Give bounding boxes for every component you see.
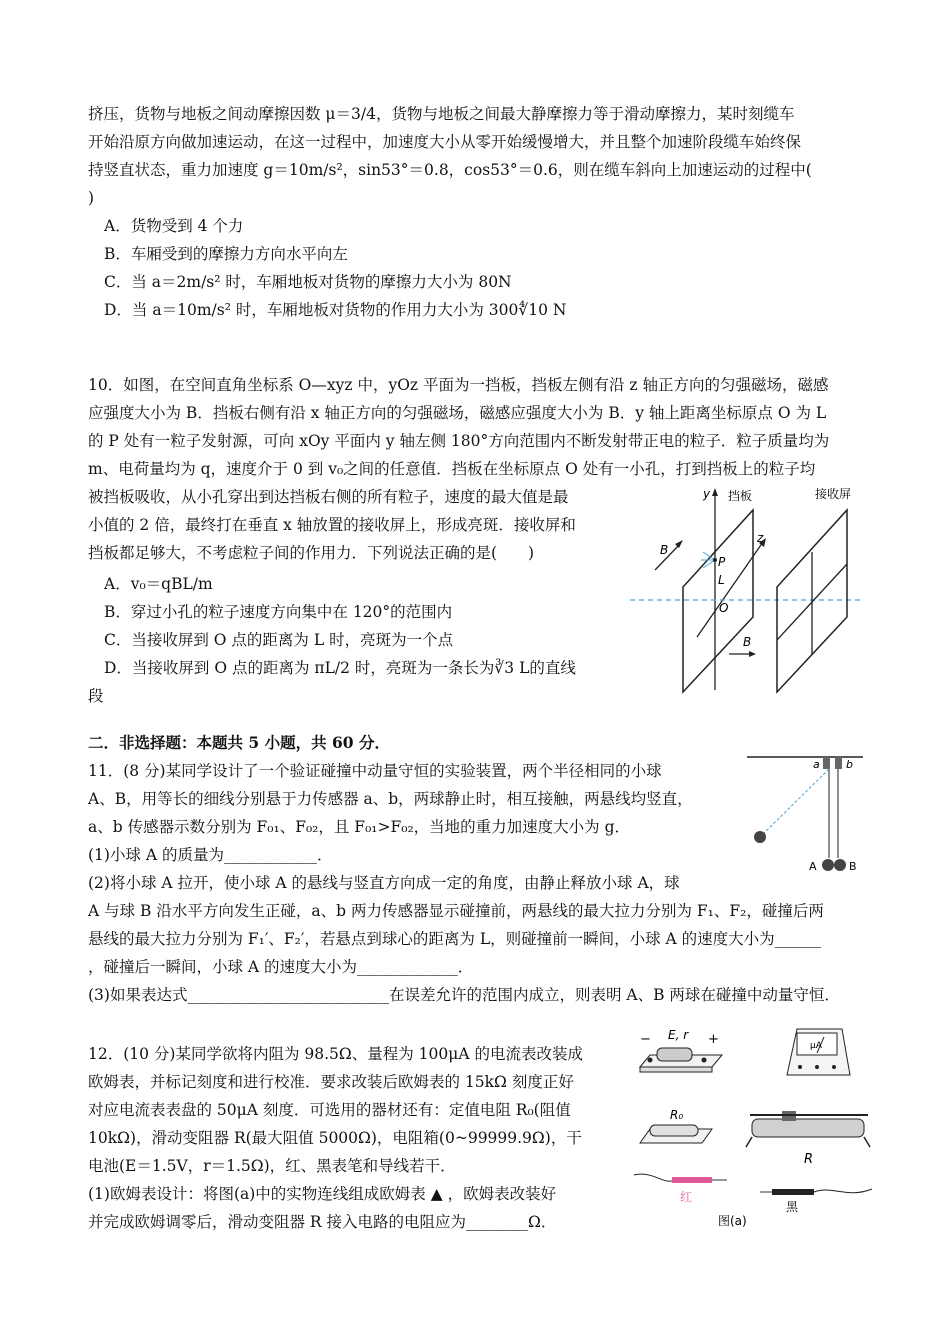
b-right-arrowhead bbox=[749, 651, 756, 657]
rheostat bbox=[746, 1111, 870, 1147]
q10-line-2: 应强度大小为 B．挡板右侧有沿 x 轴正方向的匀强磁场，磁感应强度大小为 B．y 轴上距离坐标原点 O 为 L bbox=[88, 404, 827, 422]
figure-caption: 图(a) bbox=[718, 1214, 747, 1228]
q9-option-a: A．货物受到 4 个力 bbox=[104, 217, 244, 235]
ball-raised bbox=[754, 831, 766, 843]
q11-line-9: (3)如果表达式__________________________在误差允许的范围内成立，则表明 A、B 两球在碰撞中动量守恒． bbox=[88, 986, 840, 1004]
battery-plus: + bbox=[708, 1032, 719, 1047]
z-label: z bbox=[757, 531, 764, 545]
red-label: 红 bbox=[680, 1190, 693, 1204]
B-label: B bbox=[849, 860, 857, 873]
q10-option-a: A．v₀＝qBL/m bbox=[104, 575, 213, 593]
sensor-b bbox=[835, 757, 842, 769]
q11-line-8: ，碰撞后一瞬间，小球 A 的速度大小为_____________． bbox=[88, 958, 474, 976]
q10-line-7: 挡板都足够大，不考虑粒子间的作用力．下列说法正确的是( ) bbox=[88, 544, 535, 562]
r0-label: R₀ bbox=[670, 1108, 684, 1122]
y-axis-arrow bbox=[712, 488, 718, 496]
b-left-label: B bbox=[660, 543, 669, 557]
q11-line-3: a、b 传感器示数分别为 F₀₁、F₀₂，且 F₀₁>F₀₂，当地的重力加速度大小为 g． bbox=[88, 818, 631, 836]
q12-line-6: (1)欧姆表设计：将图(a)中的实物连线组成欧姆表 ▲ ，欧姆表改装好 bbox=[88, 1185, 557, 1203]
ball-b bbox=[834, 859, 846, 871]
baffle-plane bbox=[683, 510, 753, 692]
ball-a bbox=[822, 859, 834, 871]
q11-line-4: (1)小球 A 的质量为____________． bbox=[88, 846, 333, 864]
screen-label: 接收屏 bbox=[815, 487, 852, 501]
q10-option-b: B．穿过小孔的粒子速度方向集中在 120°的范围内 bbox=[104, 603, 453, 621]
sensor-a bbox=[823, 757, 830, 769]
a-label: a bbox=[813, 758, 820, 771]
y-label: y bbox=[703, 487, 711, 501]
q11-line-6: A 与球 B 沿水平方向发生正碰，a、b 两力传感器显示碰撞前，两悬线的最大拉力分别为 F₁、F₂，碰撞后两 bbox=[88, 902, 824, 920]
o-label: O bbox=[719, 601, 729, 615]
baffle-label: 挡板 bbox=[728, 489, 753, 503]
r-label: R bbox=[804, 1152, 814, 1167]
A-label: A bbox=[809, 860, 817, 873]
b-left-arrowhead bbox=[675, 540, 683, 548]
q10-figure bbox=[625, 482, 865, 702]
p-label: P bbox=[718, 555, 726, 569]
fixed-resistor bbox=[640, 1125, 712, 1143]
meter-label: μA bbox=[810, 1041, 822, 1051]
microammeter bbox=[787, 1029, 850, 1075]
q12-line-4: 10kΩ)，滑动变阻器 R(最大阻值 5000Ω)，电阻箱(0~99999.9Ω)，干 bbox=[88, 1129, 582, 1147]
q10-line-5: 被挡板吸收，从小孔穿出到达挡板右侧的所有粒子，速度的最大值是最 bbox=[88, 488, 569, 506]
q10-option-d-cont: 段 bbox=[88, 687, 104, 705]
q11-line-2: A、B，用等长的细线分别悬于力传感器 a、b，两球静止时，相互接触，两悬线均竖直， bbox=[88, 790, 693, 808]
q10-line-3: 的 P 处有一粒子发射源，可向 xOy 平面内 y 轴左侧 180°方向范围内不断发射带正电的粒子．粒子质量均为 bbox=[88, 432, 830, 450]
q11-line-1: 11．(8 分)某同学设计了一个验证碰撞中动量守恒的实验装置，两个半径相同的小球 bbox=[88, 762, 662, 780]
q11-line-7: 悬线的最大拉力分别为 F₁′、F₂′，若悬点到球心的距离为 L，则碰撞前一瞬间，小球 A 的速度大小为______ bbox=[88, 930, 822, 948]
q9-option-c: C．当 a＝2m/s² 时，车厢地板对货物的摩擦力大小为 80N bbox=[104, 273, 512, 291]
l-label: L bbox=[718, 573, 725, 587]
q10-line-6: 小值的 2 倍，最终打在垂直 x 轴放置的接收屏上，形成亮斑．接收屏和 bbox=[88, 516, 576, 534]
q12-line-7: 并完成欧姆调零后，滑动变阻器 R 接入电路的电阻应为________Ω． bbox=[88, 1213, 557, 1231]
q12-line-5: 电池(E＝1.5V，r＝1.5Ω)，红、黑表笔和导线若干． bbox=[88, 1157, 456, 1175]
red-probe bbox=[634, 1174, 727, 1183]
q12-line-1: 12．(10 分)某同学欲将内阻为 98.5Ω、量程为 100μA 的电流表改装成 bbox=[88, 1045, 583, 1063]
battery bbox=[640, 1048, 722, 1072]
section-2-title: 二．非选择题：本题共 5 小题，共 60 分． bbox=[88, 733, 390, 752]
p-point bbox=[713, 558, 717, 562]
q9-option-d: D．当 a＝10m/s² 时，车厢地板对货物的作用力大小为 300∜10 N bbox=[104, 301, 567, 319]
q10-option-d: D．当接收屏到 O 点的距离为 πL/2 时，亮斑为一条长为∛3 L的直线 bbox=[104, 659, 576, 677]
q10-line-1: 10．如图，在空间直角坐标系 O—xyz 中，yOz 平面为一挡板，挡板左侧有沿 z 轴正方向的匀强磁场，磁感 bbox=[88, 376, 829, 394]
b-label: b bbox=[846, 758, 853, 771]
q11-line-5: (2)将小球 A 拉开，使小球 A 的悬线与竖直方向成一定的角度，由静止释放小球 A，球 bbox=[88, 874, 680, 892]
q12-line-3: 对应电流表表盘的 50μA 刻度．可选用的器材还有：定值电阻 R₀(阻值 bbox=[88, 1101, 571, 1119]
black-label: 黑 bbox=[786, 1200, 799, 1214]
battery-minus: − bbox=[640, 1032, 651, 1047]
q9-line-2: 开始沿原方向做加速运动，在这一过程中，加速度大小从零开始缓慢增大，并且整个加速阶段缆车始终保 bbox=[88, 133, 802, 151]
q9-option-b: B．车厢受到的摩擦力方向水平向左 bbox=[104, 245, 348, 263]
q12-line-2: 欧姆表，并标记刻度和进行校准．要求改装后欧姆表的 15kΩ 刻度正好 bbox=[88, 1073, 574, 1091]
q9-line-4: ) bbox=[88, 189, 95, 207]
b-right-label: B bbox=[743, 635, 752, 649]
swing-path bbox=[763, 769, 829, 834]
q10-line-4: m、电荷量均为 q，速度介于 0 到 v₀之间的任意值．挡板在坐标原点 O 处有一小孔，打到挡板上的粒子均 bbox=[88, 460, 816, 478]
q12-figure bbox=[632, 1015, 877, 1230]
q9-line-1: 挤压，货物与地板之间动摩擦因数 μ＝3/4，货物与地板之间最大静摩擦力等于滑动摩擦力，某时刻缆车 bbox=[88, 105, 795, 123]
battery-label: E, r bbox=[668, 1028, 689, 1042]
black-probe bbox=[760, 1189, 872, 1195]
q10-option-c: C．当接收屏到 O 点的距离为 L 时，亮斑为一个点 bbox=[104, 631, 454, 649]
q11-figure bbox=[745, 754, 865, 874]
q9-line-3: 持竖直状态，重力加速度 g＝10m/s²，sin53°＝0.8，cos53°＝0.6，则在缆车斜向上加速运动的过程中( bbox=[88, 161, 812, 179]
